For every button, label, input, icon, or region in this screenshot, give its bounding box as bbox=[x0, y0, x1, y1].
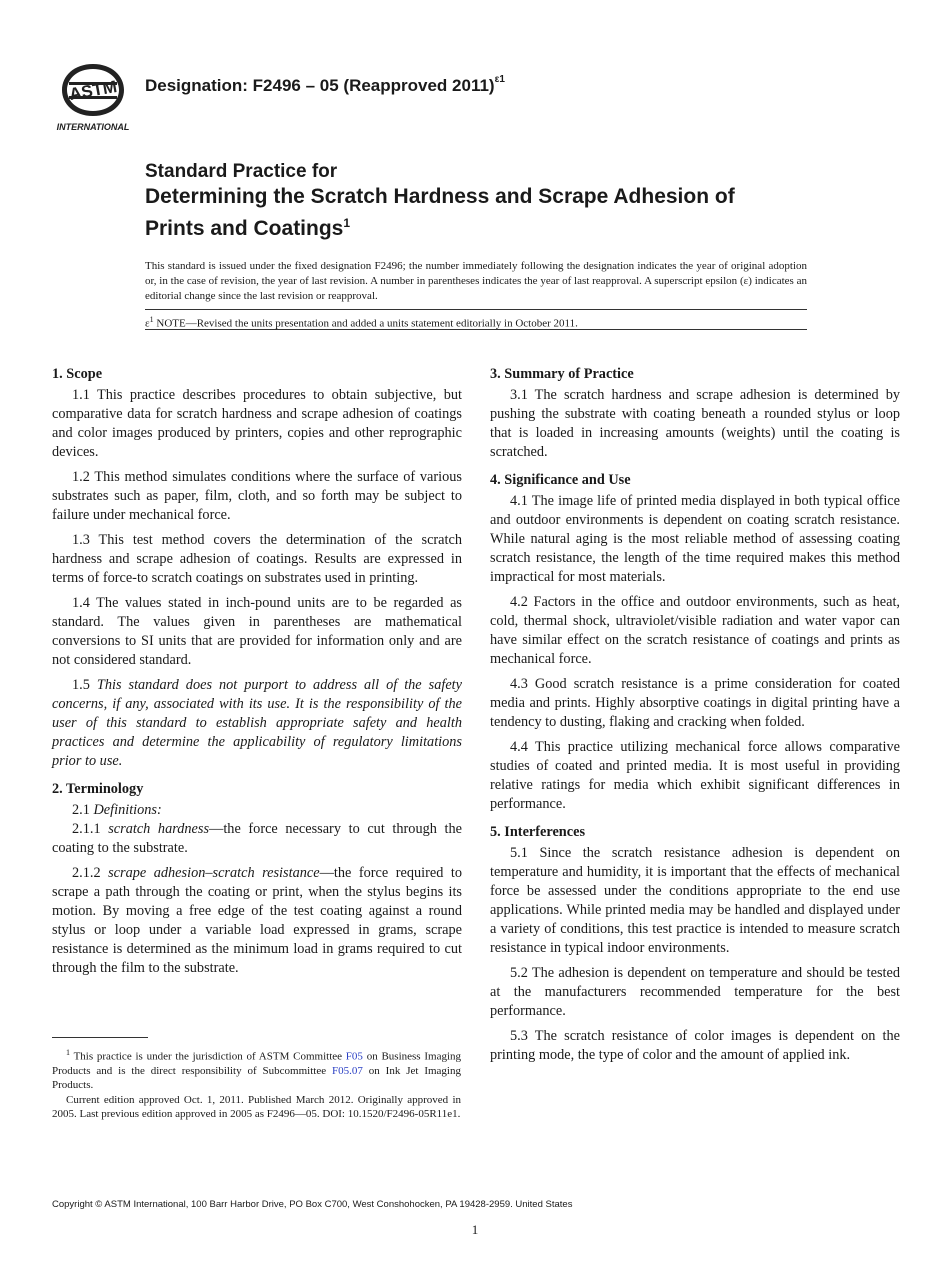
footnote-1 bbox=[52, 1046, 461, 1092]
paragraph-4-2: 4.2 Factors in the office and outdoor environments, such as heat, cold, thermal shock, ultraviolet/visible radiation and water vapor can have similar effect on the scratch resistance of coatings and prints as mechanical force. bbox=[490, 594, 900, 667]
paragraph-2-1-1 bbox=[52, 820, 462, 858]
safety-statement: This standard does not purport to address all of the safety concerns, if any, associated with its use. It is the responsibility of the user of this standard to establish appropriate safety and health practices and determine the applicability of regulatory limitations prior to use. bbox=[52, 677, 462, 769]
section-heading: 4. Significance and Use bbox=[490, 472, 631, 488]
note-text: NOTE—Revised the units presentation and added a units statement editorially in October 2011. bbox=[153, 317, 578, 330]
designation-text: Designation: F2496 – 05 (Reapproved 2011) bbox=[145, 76, 495, 95]
paragraph-1-3: 1.3 This test method covers the determination of the scratch hardness and scrape adhesion of coatings. Results are expressed in terms of force-to scratch coatings on substrates used in printing. bbox=[52, 532, 462, 586]
paragraph-1-2: 1.2 This method simulates conditions where the surface of various substrates such as paper, film, cloth, and so forth may be subject to failure under mechanical force. bbox=[52, 469, 462, 523]
note-mark-sup: 1 bbox=[149, 315, 154, 324]
section-heading: 2. Terminology bbox=[52, 781, 144, 797]
footnote-mark: 1 bbox=[66, 1048, 70, 1057]
title-line-2: Determining the Scratch Hardness and Scrape Adhesion of bbox=[145, 185, 735, 208]
paragraph-number: 2.1 bbox=[72, 802, 94, 818]
note-mark: ε bbox=[145, 317, 150, 330]
section-heading: 3. Summary of Practice bbox=[490, 366, 634, 382]
designation bbox=[145, 76, 505, 96]
term: Definitions: bbox=[93, 802, 162, 818]
issue-statement: This standard is issued under the fixed designation F2496; the number immediately following the designation indicates the year of original adoption or, in the case of revision, the year of last revision. A number in parentheses indicates the year of last reapproval. A superscript epsilon (ε) indicates an editorial change since the last revision or reapproval. bbox=[145, 260, 807, 302]
term: scrape adhesion–scratch resistance bbox=[108, 865, 320, 881]
footnote-2: Current edition approved Oct. 1, 2011. Published March 2012. Originally approved in 2005. Last previous edition approved in 2005 as F2496—05. DOI: 10.1520/F2496-05R11e1. bbox=[52, 1093, 461, 1120]
definition: —the force necessary to cut through the coating to the substrate. bbox=[52, 821, 462, 856]
footnote-text: on Ink Jet Imaging Products. bbox=[52, 1064, 461, 1091]
left-column bbox=[52, 364, 462, 984]
paragraph-1-4: 1.4 The values stated in inch-pound units are to be regarded as standard. The values given in parentheses are mathematical conversions to SI units that are provided for information only and are not considered standard. bbox=[52, 595, 462, 668]
definition: —the force required to scrape a path through the coating or print, when the stylus begins its motion. By moving a free edge of the test coating against a round stylus or loop under a variable load expressed in grams, scrape resistance is determined as the minimum load in grams required to cut through the film to the substrate. bbox=[52, 865, 462, 976]
section-terminology bbox=[52, 779, 462, 978]
paragraph-4-1: 4.1 The image life of printed media displayed in both typical office and outdoor environments is dependent on coating scratch resistance. While natural aging is the most reliable method of assessing coating scratch resistance, the length of the time required makes this method impractical for most materials. bbox=[490, 493, 900, 585]
paragraph-5-3: 5.3 The scratch resistance of color images is dependent on the printing mode, the type of color and the amount of applied ink. bbox=[490, 1028, 900, 1063]
paragraph-2-1 bbox=[52, 801, 462, 820]
title-line-1: Standard Practice for bbox=[145, 161, 338, 182]
paragraph-number: 1.5 bbox=[72, 677, 97, 693]
section-heading: 5. Interferences bbox=[490, 824, 586, 840]
paragraph-5-1: 5.1 Since the scratch resistance adhesion is dependent on temperature and humidity, it is important that the effects of mechanical force be assessed under the conditions appropriate to the end use applications. While printed media may be handled and displayed under a variety of conditions, this test practice is intended to measure scratch resistance in typical indoor environments. bbox=[490, 845, 900, 956]
epsilon-superscript: ε1 bbox=[494, 74, 505, 86]
divider bbox=[145, 309, 807, 310]
footnotes bbox=[52, 1046, 461, 1122]
section-significance bbox=[490, 470, 900, 814]
paragraph-2-1-2 bbox=[52, 864, 462, 978]
document-title bbox=[145, 160, 825, 242]
subcommittee-link[interactable]: F05.07 bbox=[331, 1064, 363, 1077]
title-line-3 bbox=[145, 210, 825, 242]
term: scratch hardness bbox=[108, 821, 210, 837]
paragraph-1-5 bbox=[52, 676, 462, 771]
footnote-text: on Business Imaging Products and is the direct responsibility of Subcommittee bbox=[52, 1050, 462, 1077]
paragraph-4-3: 4.3 Good scratch resistance is a prime consideration for coated media and prints. Highly absorptive coatings in digital printing have a tendency to dusting, flaking and cracking when folded. bbox=[490, 676, 900, 730]
paragraph-5-2: 5.2 The adhesion is dependent on temperature and should be tested at the manufacturers recommended temperature for the best performance. bbox=[490, 965, 900, 1019]
astm-logo bbox=[52, 60, 134, 132]
page-number: 1 bbox=[471, 1222, 479, 1237]
footnote-text: This practice is under the jurisdiction of ASTM Committee bbox=[70, 1050, 346, 1063]
paragraph-3-1: 3.1 The scratch hardness and scrape adhesion is determined by pushing the substrate with coating beneath a rounded stylus or loop that is loaded in increasing amounts (weights) until the coating is scratched. bbox=[490, 387, 900, 460]
section-heading: 1. Scope bbox=[52, 366, 103, 382]
section-interferences bbox=[490, 822, 900, 1065]
paragraph-number: 2.1.2 bbox=[72, 865, 109, 881]
section-summary bbox=[490, 364, 900, 462]
committee-link[interactable]: F05 bbox=[345, 1050, 363, 1063]
divider bbox=[145, 329, 807, 330]
section-scope bbox=[52, 364, 462, 771]
paragraph-4-4: 4.4 This practice utilizing mechanical force allows comparative studies of coated and printed media. It is most useful in providing relative ratings for media which exhibit significant differences in performance. bbox=[490, 739, 900, 812]
logo-subtitle: INTERNATIONAL bbox=[56, 122, 130, 132]
copyright: Copyright © ASTM International, 100 Barr Harbor Drive, PO Box C700, West Conshohocken, PA 19428-2959. United States bbox=[52, 1199, 573, 1210]
title-footnote-mark: 1 bbox=[343, 216, 351, 230]
right-column bbox=[490, 364, 900, 1071]
paragraph-number: 2.1.1 bbox=[72, 821, 109, 837]
paragraph-1-1: 1.1 This practice describes procedures to obtain subjective, but comparative data for scratch hardness and scrape adhesion of coatings and color images produced by printers, copies and other reprographic devices. bbox=[52, 387, 462, 460]
logo-text: ASTM bbox=[67, 76, 119, 105]
footnote-divider bbox=[52, 1037, 148, 1038]
title-line-3-text: Prints and Coatings bbox=[145, 217, 344, 240]
